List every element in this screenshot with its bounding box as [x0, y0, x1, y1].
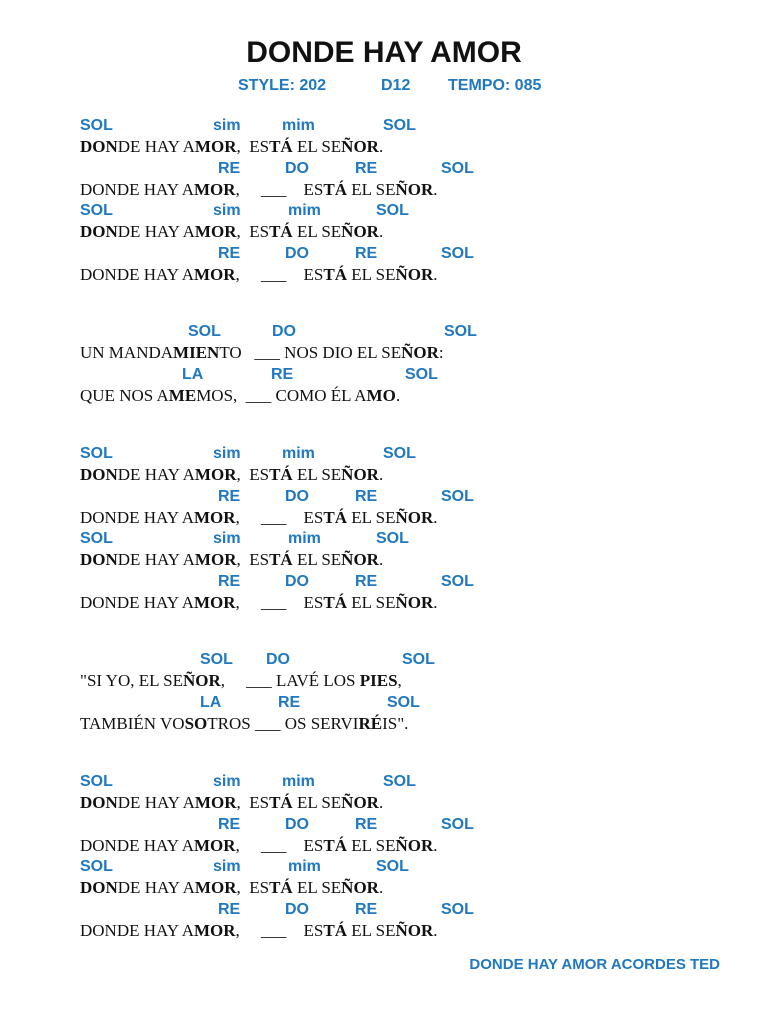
- stressed-syllable: MOR: [193, 179, 236, 199]
- lyric-text: TO ___ NOS DIO EL SE: [219, 343, 402, 362]
- lyric-line: [80, 181, 438, 198]
- chord-label: mim: [282, 117, 315, 134]
- stressed-syllable: MIEN: [173, 343, 220, 362]
- chord-label: RE: [355, 815, 378, 833]
- stressed-syllable: ÑOR: [182, 671, 221, 690]
- chord-label: RE: [355, 244, 378, 262]
- lyric-text: UN MANDA: [80, 343, 174, 362]
- stressed-syllable: MOR: [194, 137, 237, 156]
- chord-label: SOL: [441, 815, 474, 833]
- lyric-text: .: [378, 550, 384, 569]
- lyric-text: DONDE HAY A: [80, 507, 194, 527]
- stressed-syllable: TÁ: [323, 835, 347, 855]
- stressed-syllable: RÉ: [358, 713, 383, 733]
- lyric-text: , ___ ES: [235, 507, 324, 527]
- lyric-text: .: [433, 920, 438, 940]
- footer-credit: DONDE HAY AMOR ACORDES TED: [469, 956, 720, 973]
- lyric-line: [80, 715, 408, 732]
- lyric-text: , ___ ES: [235, 920, 324, 940]
- stressed-syllable: SO: [184, 713, 208, 733]
- stressed-syllable: TÁ: [323, 264, 347, 284]
- stressed-syllable: ÑOR: [341, 137, 379, 156]
- chord-label: mim: [288, 858, 321, 875]
- lyric-text: DONDE HAY A: [80, 835, 194, 855]
- lyric-line: [80, 594, 438, 611]
- lyric-text: , ___ ES: [235, 592, 324, 612]
- lyric-text: DE HAY A: [117, 137, 195, 156]
- lyric-text: .: [378, 465, 384, 484]
- stressed-syllable: DON: [80, 222, 118, 241]
- chord-label: RE: [218, 900, 241, 918]
- chord-label: RE: [218, 244, 241, 262]
- chord-label: SOL: [80, 858, 113, 875]
- stressed-syllable: TÁ: [269, 222, 293, 241]
- chord-label: SOL: [383, 445, 416, 462]
- lyric-text: , ES: [236, 878, 270, 897]
- stressed-syllable: ÑOR: [395, 264, 434, 284]
- lyric-line: [80, 922, 438, 939]
- lyric-text: DE HAY A: [117, 793, 195, 812]
- lyric-text: .: [433, 835, 438, 855]
- chord-label: DO: [285, 815, 309, 833]
- lyric-text: EL SE: [292, 793, 342, 812]
- lyric-text: EL SE: [292, 550, 342, 569]
- chord-label: RE: [355, 572, 378, 590]
- lyric-text: , ___ ES: [235, 835, 324, 855]
- lyric-text: , ___ LAVÉ LOS: [220, 671, 360, 690]
- chord-label: SOL: [188, 323, 221, 340]
- stressed-syllable: TÁ: [323, 920, 347, 940]
- stressed-syllable: ÑOR: [395, 179, 434, 199]
- lyric-line: [80, 509, 438, 526]
- lyric-line: [80, 672, 402, 689]
- chord-label: SOL: [441, 244, 474, 262]
- stressed-syllable: MOR: [193, 507, 236, 527]
- lyric-text: EL SE: [347, 835, 396, 855]
- chord-label: mim: [288, 530, 321, 547]
- chord-label: SOL: [441, 900, 474, 918]
- tempo-label: TEMPO: 085: [448, 77, 542, 94]
- stressed-syllable: DON: [80, 137, 118, 156]
- chord-label: RE: [218, 815, 241, 833]
- lyric-line: [80, 794, 383, 811]
- stressed-syllable: ÑOR: [341, 550, 379, 569]
- chord-label: sim: [213, 202, 241, 219]
- chord-label: SOL: [376, 530, 409, 547]
- stressed-syllable: DON: [80, 550, 118, 569]
- stressed-syllable: TÁ: [269, 878, 293, 897]
- chord-label: SOL: [376, 858, 409, 875]
- stressed-syllable: MOR: [194, 878, 237, 897]
- lyric-text: MOS, ___ COMO ÉL A: [196, 385, 367, 405]
- stressed-syllable: TÁ: [269, 465, 293, 484]
- lyric-text: DE HAY A: [117, 222, 195, 241]
- lyric-line: [80, 387, 400, 404]
- lyric-text: EL SE: [292, 465, 342, 484]
- chord-label: SOL: [441, 159, 474, 177]
- lyric-text: , ES: [236, 793, 270, 812]
- chord-label: LA: [200, 693, 222, 711]
- chord-label: RE: [218, 159, 241, 177]
- chord-label: SOL: [405, 365, 438, 383]
- chord-label: sim: [213, 117, 241, 134]
- lyric-line: [80, 138, 383, 155]
- stressed-syllable: TÁ: [269, 137, 293, 156]
- lyric-text: EL SE: [347, 179, 396, 199]
- stressed-syllable: DON: [80, 878, 118, 897]
- chord-label: SOL: [80, 445, 113, 462]
- lyric-text: :: [438, 343, 444, 362]
- lyric-line: [80, 837, 438, 854]
- chord-label: SOL: [80, 117, 113, 134]
- lyric-text: EL SE: [292, 222, 342, 241]
- stressed-syllable: ÑOR: [395, 835, 434, 855]
- lyric-line: [80, 551, 383, 568]
- lyric-text: DONDE HAY A: [80, 179, 194, 199]
- chord-label: mim: [282, 445, 315, 462]
- stressed-syllable: MOR: [194, 550, 237, 569]
- lyric-text: .: [433, 179, 438, 199]
- lyric-text: , ES: [236, 222, 270, 241]
- stressed-syllable: ÑOR: [341, 878, 379, 897]
- chord-label: SOL: [80, 202, 113, 219]
- lyric-text: DONDE HAY A: [80, 264, 194, 284]
- chord-label: DO: [285, 572, 309, 590]
- lyric-text: EL SE: [347, 920, 396, 940]
- lyric-line: [80, 466, 383, 483]
- lyric-text: EL SE: [347, 592, 396, 612]
- chord-label: DO: [272, 323, 296, 340]
- lyric-text: , ___ ES: [235, 264, 324, 284]
- lyric-text: .: [378, 878, 384, 897]
- lyric-text: DE HAY A: [117, 878, 195, 897]
- key-label: D12: [381, 77, 411, 94]
- chord-label: RE: [271, 365, 294, 383]
- lyric-text: EL SE: [292, 878, 342, 897]
- lyric-text: EL SE: [292, 137, 342, 156]
- stressed-syllable: MOR: [193, 920, 236, 940]
- lyric-text: , ES: [236, 137, 270, 156]
- lyric-text: .: [433, 592, 438, 612]
- chord-label: RE: [355, 900, 378, 918]
- chord-label: sim: [213, 773, 241, 790]
- chord-label: sim: [213, 858, 241, 875]
- lyric-text: , ES: [236, 550, 270, 569]
- lyric-text: .: [433, 264, 438, 284]
- stressed-syllable: ÑOR: [341, 222, 379, 241]
- chord-label: SOL: [441, 572, 474, 590]
- stressed-syllable: MOR: [194, 222, 237, 241]
- chord-label: SOL: [80, 530, 113, 547]
- chord-label: SOL: [383, 117, 416, 134]
- chord-label: SOL: [80, 773, 113, 790]
- stressed-syllable: MOR: [193, 592, 236, 612]
- lyric-text: EL SE: [347, 507, 396, 527]
- stressed-syllable: ÑOR: [341, 793, 379, 812]
- lyric-text: DONDE HAY A: [80, 920, 194, 940]
- lyric-text: "SI YO, EL SE: [80, 671, 183, 690]
- stressed-syllable: MOR: [194, 793, 237, 812]
- chord-label: DO: [285, 244, 309, 262]
- chord-label: SOL: [376, 202, 409, 219]
- chord-label: DO: [266, 651, 290, 668]
- lyric-text: DONDE HAY A: [80, 592, 194, 612]
- lyric-text: DE HAY A: [117, 550, 195, 569]
- lyric-text: , ES: [236, 465, 270, 484]
- stressed-syllable: TÁ: [323, 179, 347, 199]
- chord-label: SOL: [444, 323, 477, 340]
- chord-label: RE: [218, 487, 241, 505]
- chord-label: DO: [285, 900, 309, 918]
- lyric-text: QUE NOS A: [80, 385, 169, 405]
- chord-label: RE: [355, 487, 378, 505]
- stressed-syllable: MOR: [194, 465, 237, 484]
- chord-label: SOL: [200, 651, 233, 668]
- stressed-syllable: ÑOR: [395, 507, 434, 527]
- lyric-text: .: [378, 793, 384, 812]
- stressed-syllable: DON: [80, 465, 118, 484]
- stressed-syllable: TÁ: [269, 793, 293, 812]
- stressed-syllable: TÁ: [269, 550, 293, 569]
- song-title: DONDE HAY AMOR: [246, 36, 522, 69]
- lyric-line: [80, 344, 444, 361]
- chord-label: LA: [182, 365, 204, 383]
- lyric-text: TAMBIÉN VO: [80, 713, 185, 733]
- chord-label: DO: [285, 487, 309, 505]
- stressed-syllable: MOR: [193, 264, 236, 284]
- chord-label: SOL: [441, 487, 474, 505]
- stressed-syllable: DON: [80, 793, 118, 812]
- stressed-syllable: ÑOR: [395, 592, 434, 612]
- chord-label: mim: [288, 202, 321, 219]
- lyric-text: .: [433, 507, 438, 527]
- stressed-syllable: MO: [366, 385, 396, 405]
- lyric-line: [80, 266, 438, 283]
- lyric-text: TROS ___ OS SERVI: [207, 713, 359, 733]
- stressed-syllable: TÁ: [323, 507, 347, 527]
- lyric-text: ,: [397, 671, 402, 690]
- lyric-text: .: [378, 222, 384, 241]
- lyric-text: .: [378, 137, 384, 156]
- chord-label: DO: [285, 159, 309, 177]
- lyric-line: [80, 223, 383, 240]
- style-label: STYLE: 202: [238, 77, 327, 94]
- chord-label: RE: [355, 159, 378, 177]
- chord-label: SOL: [402, 651, 435, 668]
- lyric-text: IS".: [382, 713, 409, 733]
- chord-label: sim: [213, 445, 241, 462]
- stressed-syllable: PIES: [359, 671, 398, 690]
- stressed-syllable: TÁ: [323, 592, 347, 612]
- chord-label: RE: [278, 693, 301, 711]
- chord-label: sim: [213, 530, 241, 547]
- chord-label: mim: [282, 773, 315, 790]
- stressed-syllable: ÑOR: [395, 920, 434, 940]
- stressed-syllable: ME: [168, 385, 197, 405]
- stressed-syllable: MOR: [193, 835, 236, 855]
- chord-label: RE: [218, 572, 241, 590]
- lyric-text: , ___ ES: [235, 179, 324, 199]
- stressed-syllable: ÑOR: [341, 465, 379, 484]
- lyric-text: .: [395, 385, 401, 405]
- stressed-syllable: ÑOR: [401, 343, 439, 362]
- lyric-line: [80, 879, 383, 896]
- chord-label: SOL: [383, 773, 416, 790]
- lyric-text: EL SE: [347, 264, 396, 284]
- chord-label: SOL: [387, 693, 420, 711]
- lyric-text: DE HAY A: [117, 465, 195, 484]
